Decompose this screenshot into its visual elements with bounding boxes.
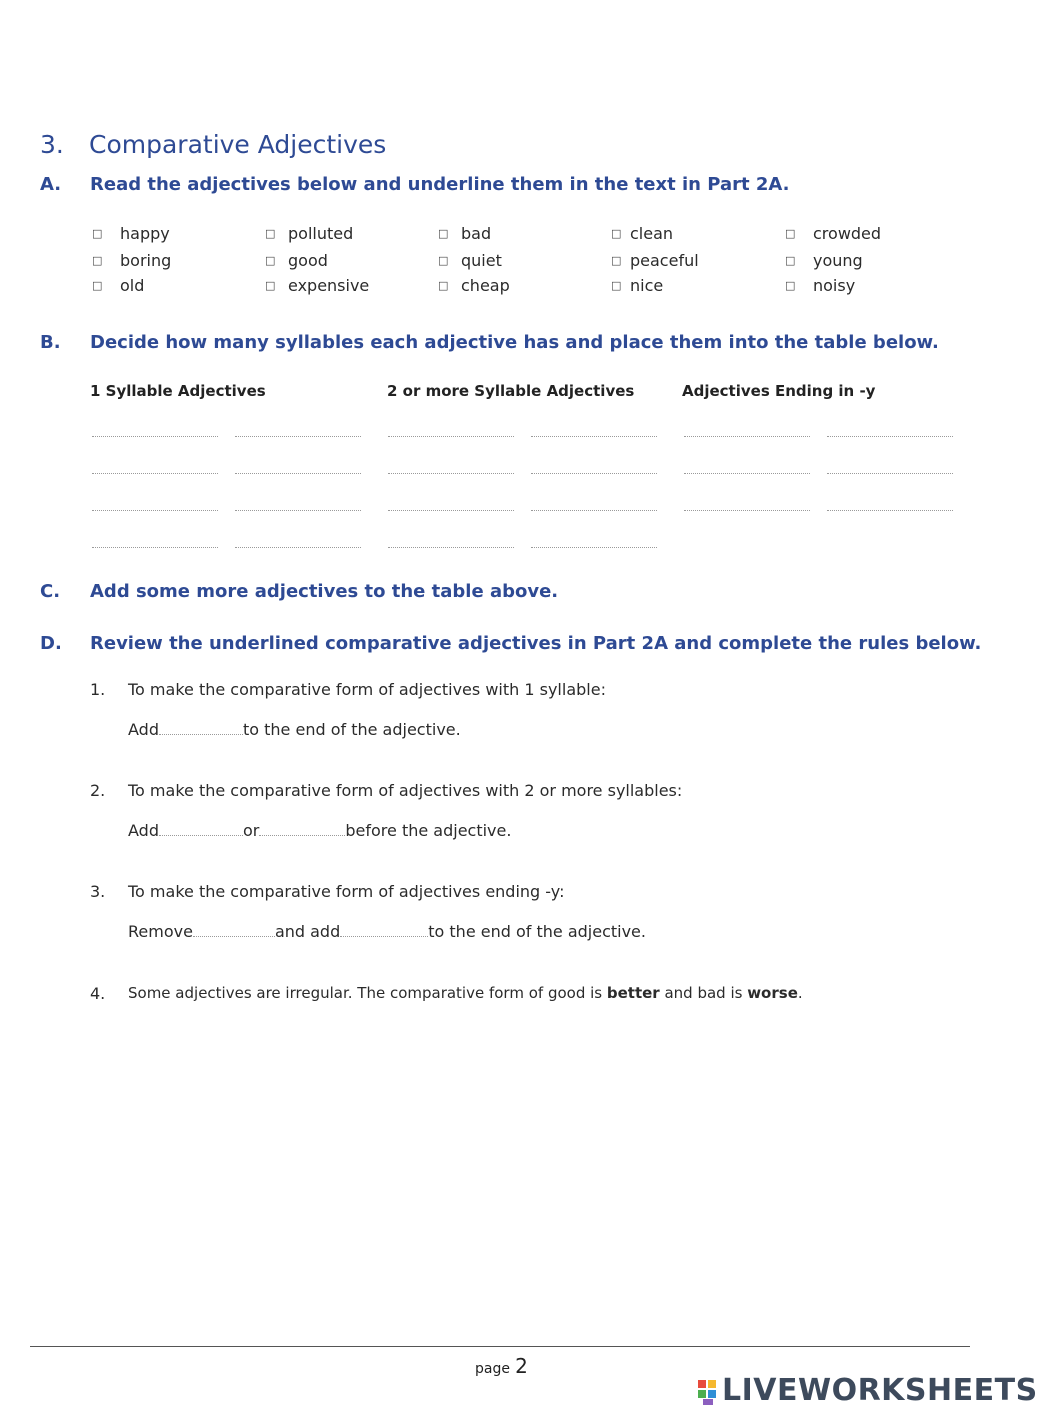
checkbox-icon[interactable]: □	[438, 227, 449, 240]
part-a-letter: A.	[40, 174, 62, 195]
adjective-word: clean	[630, 224, 674, 243]
rule-4-text-mid: and bad is	[659, 984, 748, 1002]
answer-blank-line[interactable]	[531, 473, 657, 474]
rule-3-end-label: to the end of the adjective.	[428, 922, 646, 941]
answer-blank-line[interactable]	[92, 473, 218, 474]
checkbox-icon[interactable]: □	[785, 254, 796, 267]
rule-2-end-label: before the adjective.	[345, 821, 512, 840]
column-header-2-syllable: 2 or more Syllable Adjectives	[387, 382, 635, 400]
rule-3-text: To make the comparative form of adjectives ending -y:	[128, 882, 565, 901]
rule-2-or-label: or	[242, 821, 260, 840]
adjective-word: cheap	[461, 276, 510, 295]
answer-blank-line[interactable]	[388, 510, 514, 511]
answer-blank-line[interactable]	[684, 510, 810, 511]
rule-2-blank-1[interactable]	[159, 834, 243, 836]
adjective-word: good	[288, 251, 328, 270]
adjective-word: nice	[630, 276, 664, 295]
rule-4-worse: worse	[747, 984, 798, 1002]
liveworksheets-logo-icon	[698, 1380, 720, 1406]
adjective-word: noisy	[813, 276, 856, 295]
rule-3-and-add-label: and add	[274, 922, 341, 941]
rule-2-number: 2.	[90, 781, 106, 800]
page-indicator	[475, 1354, 528, 1378]
answer-blank-line[interactable]	[827, 436, 953, 437]
answer-blank-line[interactable]	[388, 436, 514, 437]
checkbox-icon[interactable]: □	[785, 279, 796, 292]
rule-4-text-pre: Some adjectives are irregular. The comparative form of good is	[128, 984, 607, 1002]
part-a-instruction: Read the adjectives below and underline them in the text in Part 2A.	[90, 174, 790, 195]
liveworksheets-brand[interactable]: LIVEWORKSHEETS	[722, 1373, 1038, 1408]
rule-3-number: 3.	[90, 882, 106, 901]
checkbox-icon[interactable]: □	[265, 279, 276, 292]
part-d-letter: D.	[40, 633, 62, 654]
answer-blank-line[interactable]	[531, 547, 657, 548]
checkbox-icon[interactable]: □	[438, 254, 449, 267]
part-c-instruction: Add some more adjectives to the table above.	[90, 581, 559, 602]
answer-blank-line[interactable]	[235, 436, 361, 437]
part-b-instruction: Decide how many syllables each adjective has and place them into the table below.	[90, 332, 939, 353]
adjective-word: expensive	[288, 276, 370, 295]
checkbox-icon[interactable]: □	[785, 227, 796, 240]
rule-1-end-label: to the end of the adjective.	[242, 720, 461, 739]
rule-1-sentence	[128, 720, 461, 739]
rule-4-better: better	[606, 984, 660, 1002]
checkbox-icon[interactable]: □	[92, 254, 103, 267]
answer-blank-line[interactable]	[388, 547, 514, 548]
rule-2-sentence	[128, 821, 511, 840]
adjective-word: quiet	[461, 251, 502, 270]
answer-blank-line[interactable]	[388, 473, 514, 474]
adjective-word: peaceful	[630, 251, 699, 270]
rule-2-add-label: Add	[128, 821, 159, 840]
column-header-1-syllable: 1 Syllable Adjectives	[90, 382, 266, 400]
rule-3-sentence	[128, 922, 646, 941]
checkbox-icon[interactable]: □	[92, 227, 103, 240]
adjective-word: crowded	[813, 224, 882, 243]
answer-blank-line[interactable]	[684, 436, 810, 437]
answer-blank-line[interactable]	[827, 473, 953, 474]
checkbox-icon[interactable]: □	[438, 279, 449, 292]
rule-1-blank[interactable]	[159, 733, 243, 735]
rule-3-remove-label: Remove	[128, 922, 193, 941]
answer-blank-line[interactable]	[531, 436, 657, 437]
rule-4-number: 4.	[90, 984, 106, 1003]
page-label: page	[475, 1361, 510, 1377]
section-number: 3.	[40, 130, 64, 159]
adjective-word: happy	[120, 224, 170, 243]
part-b-letter: B.	[40, 332, 61, 353]
column-header-ending-y: Adjectives Ending in -y	[682, 382, 876, 400]
answer-blank-line[interactable]	[827, 510, 953, 511]
rule-2-text: To make the comparative form of adjectives with 2 or more syllables:	[128, 781, 683, 800]
page-number: 2	[515, 1354, 528, 1378]
answer-blank-line[interactable]	[92, 547, 218, 548]
checkbox-icon[interactable]: □	[265, 227, 276, 240]
rule-4-text	[128, 984, 803, 1002]
rule-4-text-post: .	[797, 984, 803, 1002]
adjective-word: polluted	[288, 224, 354, 243]
rule-1-add-label: Add	[128, 720, 159, 739]
rule-1-number: 1.	[90, 680, 106, 699]
adjective-word: young	[813, 251, 863, 270]
part-c-letter: C.	[40, 581, 61, 602]
adjective-word: bad	[461, 224, 492, 243]
answer-blank-line[interactable]	[531, 510, 657, 511]
checkbox-icon[interactable]: □	[611, 227, 622, 240]
adjective-word: boring	[120, 251, 172, 270]
answer-blank-line[interactable]	[235, 510, 361, 511]
checkbox-icon[interactable]: □	[265, 254, 276, 267]
rule-1-text: To make the comparative form of adjectives with 1 syllable:	[128, 680, 606, 699]
section-title: Comparative Adjectives	[89, 130, 387, 159]
footer-divider	[30, 1346, 970, 1347]
checkbox-icon[interactable]: □	[611, 279, 622, 292]
checkbox-icon[interactable]: □	[92, 279, 103, 292]
answer-blank-line[interactable]	[235, 473, 361, 474]
adjective-word: old	[120, 276, 145, 295]
rule-3-blank-1[interactable]	[193, 935, 275, 937]
part-d-instruction: Review the underlined comparative adjectives in Part 2A and complete the rules below.	[90, 633, 982, 654]
answer-blank-line[interactable]	[92, 436, 218, 437]
rule-2-blank-2[interactable]	[259, 834, 345, 836]
answer-blank-line[interactable]	[235, 547, 361, 548]
answer-blank-line[interactable]	[92, 510, 218, 511]
answer-blank-line[interactable]	[684, 473, 810, 474]
rule-3-blank-2[interactable]	[340, 935, 428, 937]
checkbox-icon[interactable]: □	[611, 254, 622, 267]
